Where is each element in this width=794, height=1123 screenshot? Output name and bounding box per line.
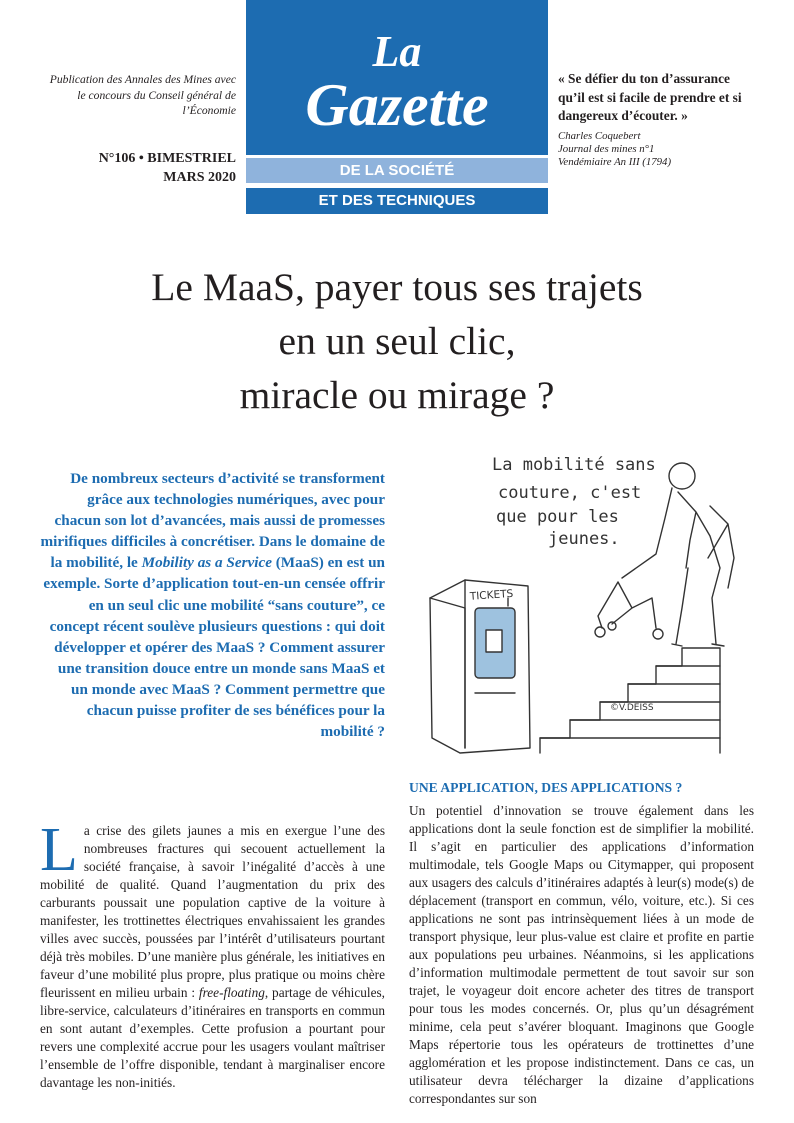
epigraph-quote: « Se défier du ton d’assurance qu’il est si facile de prendre et si dangereux d’écouter. » — [558, 71, 742, 123]
subtitle-band-2: ET DES TECHNIQUES — [246, 188, 548, 214]
body-left-italic: free-floating — [198, 985, 265, 1000]
body-left-text-2: , partage de véhicules, libre-service, calculateurs d’itinéraires en transports en commun en sont autant d’exemples. Cette profusion a pourtant pour revers une complexité accrue pour les usagers voulant maîtriser l’ensemble de l’offre disponible, tendant à marginaliser encore davantage les non-initiés. — [40, 985, 385, 1090]
article-lead — [40, 468, 385, 742]
title-line-3: miracle ou mirage ? — [239, 373, 555, 417]
issue-date: MARS 2020 — [163, 170, 236, 185]
epigraph-attribution — [558, 130, 758, 170]
issue-block — [40, 149, 236, 187]
lead-text-1: De nombreux secteurs d’activité se transforment grâce aux technologies numériques, avec pour chacun son lot d’avancées, mais aussi de promesses mirifiques difficiles à concrétiser. Dans le domaine de la mobilité, le — [40, 470, 385, 572]
subtitle-band-1: DE LA SOCIÉTÉ — [246, 158, 548, 183]
speech-line-4: jeunes. — [548, 529, 620, 549]
quote-date: Vendémiaire An III (1794) — [558, 156, 672, 169]
speech-line-3: que pour les — [496, 507, 619, 527]
quote-author: Charles Coquebert — [558, 130, 641, 142]
logo-la: La — [372, 27, 422, 76]
body-left-text-1: a crise des gilets jaunes a mis en exergue l’une des nombreuses fractures qui secouent actuellement la société française, à savoir l’inégalité d’accès à une mobilité de qualité. Quand l’augmentation du prix des carburants poussait une population captive de la voiture à manifester, les trottinettes électriques envahissaient les grandes villes avec succès, poussées par l’intérêt d’utilisateurs pourtant déjà très mobiles. D’une manière plus générale, les initiatives en faveur d’une mobilité plus propre, plus pratique ou moins chère fleurissent en milieu urbain : — [40, 823, 385, 1000]
title-line-2: en un seul clic, — [278, 319, 516, 363]
artist-signature: ©V.DEISS — [610, 703, 654, 713]
section-heading: UNE APPLICATION, DES APPLICATIONS ? — [409, 780, 683, 795]
logo-gazette: Gazette — [305, 72, 489, 138]
lead-italic: Mobility as a Service — [141, 554, 272, 572]
body-column-right: Un potentiel d’innovation se trouve également dans les applications dont la seule fonction est de simplifier la mobilité. Il s’agit en particulier des applications d’information multimodale, tels Google Maps ou Citymapper, qui proposent aux usagers des calculs d’itinéraires adaptés à leur(s) mode(s) de déplacement (transport en commun, vélo, voiture, etc.). Si ces applications ne sont pas intrinsèquement liées à un mode de transport physique, leur plus-value est claire et profite en partie aux populations peu urbaines. Néanmoins, si les applications d’information multimodale permettent de tout savoir sur son trajet, le voyageur doit encore acheter des titres de transport pour tous les modes concernés. Or, plus qu’un désagrément minime, cela peut s’avérer bloquant. Imaginons que Google Maps répertorie tous les opérateurs de trottinettes d’une agglomération et les propose indistinctement. Dans ce cas, un utilisateur devra télécharger la dizaine d’applications correspondantes sur son — [409, 803, 754, 1106]
lead-text-2: (MaaS) en est un exemple. Sorte d’application tout-en-un censée offrir en un seul clic une mobilité “sans couture”, ce concept récent soulève plusieurs questions : qui doit développer et opérer des MaaS ? Comment assurer une transition douce entre un monde sans MaaS et un monde avec MaaS ? Comment permettre que chacun puisse profiter de ses bénéfices pour la mobilité ? — [43, 554, 385, 741]
speech-line-1: La mobilité sans — [492, 455, 656, 475]
publication-note: Publication des Annales des Mines avec le concours du Conseil général de l’Économie — [49, 73, 236, 117]
machine-label: TICKETS — [469, 587, 514, 603]
title-line-1: Le MaaS, payer tous ses trajets — [151, 265, 643, 309]
body-column-left — [40, 816, 385, 1092]
issue-number: N°106 • BIMESTRIEL — [98, 151, 236, 166]
article-title — [40, 260, 754, 422]
cartoon-illustration — [420, 448, 760, 758]
quote-source: Journal des mines n°1 — [558, 143, 655, 156]
drop-cap: L — [40, 816, 78, 884]
speech-line-2: couture, c'est — [498, 483, 642, 503]
